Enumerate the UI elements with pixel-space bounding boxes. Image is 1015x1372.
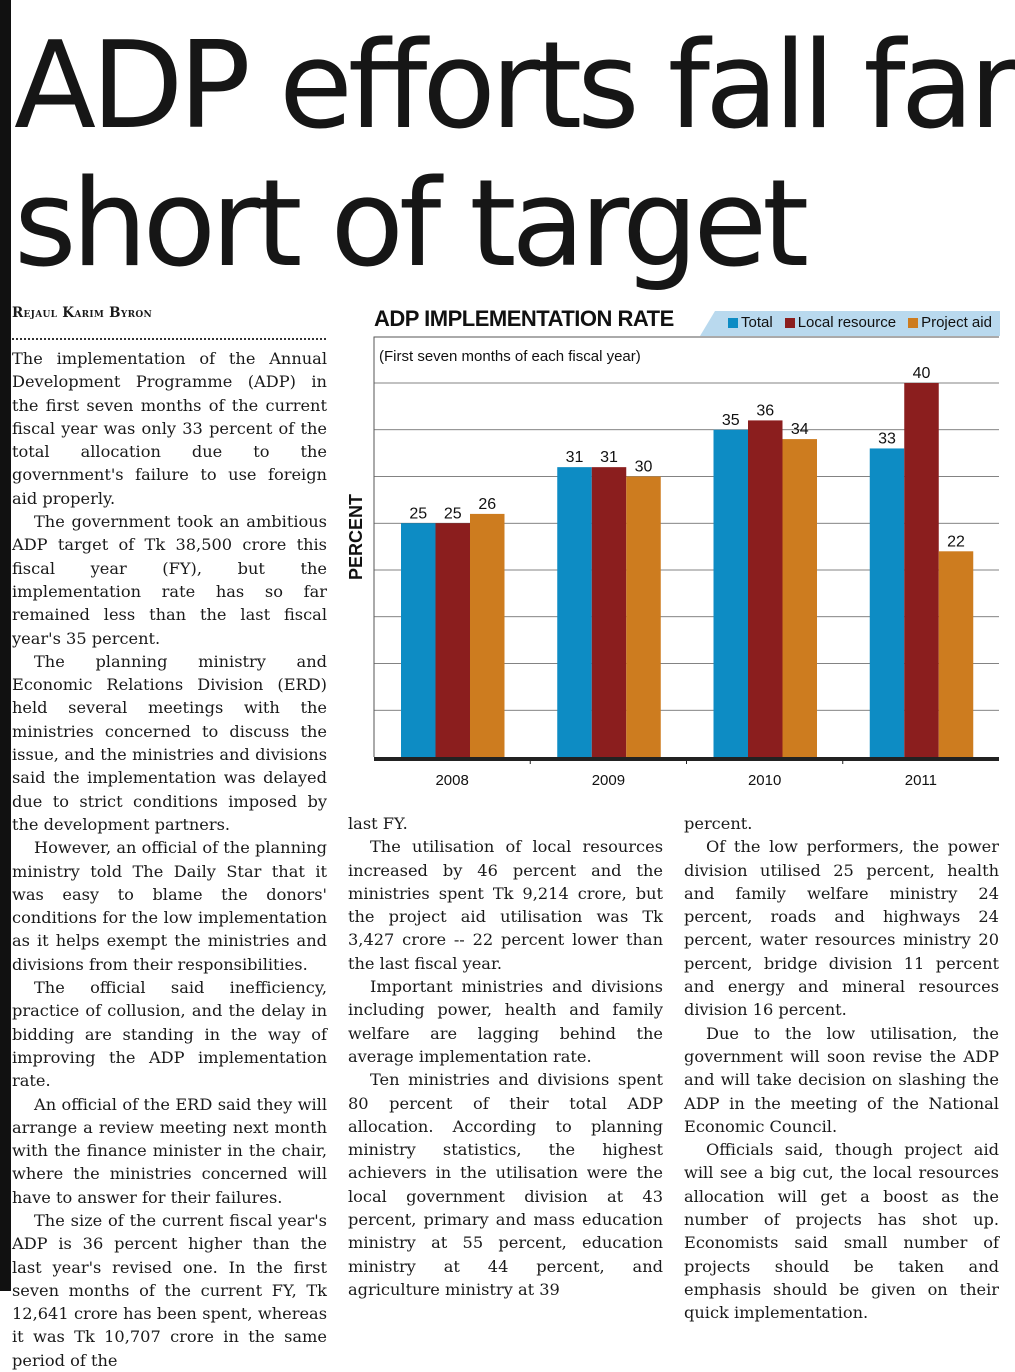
bar — [401, 523, 436, 757]
legend-label: Project aid — [921, 314, 992, 331]
bar — [783, 439, 818, 757]
bar — [626, 477, 661, 758]
data-label: 31 — [565, 449, 584, 467]
bar — [748, 420, 783, 757]
article-paragraph: last FY. — [348, 814, 408, 833]
data-label: 34 — [790, 421, 809, 439]
article-paragraph: The size of the current fiscal year's ADP is 36 percent higher than the last year's revised one. In the first seven months of the current FY, Tk 12,641 crore has been spent, whereas it was Tk 10,707 crore in the same period of the — [12, 1210, 327, 1370]
legend-label: Local resource — [797, 314, 897, 331]
data-label: 40 — [912, 365, 931, 382]
chart-subtitle: (First seven months of each fiscal year) — [379, 348, 641, 365]
article-paragraph: Important ministries and divisions including power, health and family welfare are lagging behind the average implementation rate. — [348, 977, 663, 1066]
bar — [436, 523, 471, 757]
data-label: 31 — [600, 449, 618, 467]
bar — [870, 448, 905, 757]
byline: Rejaul Karim Byron — [12, 305, 153, 321]
bar — [939, 551, 974, 757]
x-tick-label: 2008 — [435, 772, 469, 789]
headline-line-2: short of target — [14, 155, 805, 294]
x-tick-label: 2010 — [747, 772, 782, 789]
bar — [714, 430, 749, 757]
article-paragraph: The utilisation of local resources increased by 46 percent and the ministries spent Tk 9,214 crore, but the project aid utilisation was Tk 3,427 crore -- 22 percent lower than the last fiscal year. — [348, 837, 663, 973]
article-paragraph: The official said inefficiency, practice of collusion, and the delay in bidding are standing in the way of improving the ADP implementation rate. — [12, 978, 327, 1091]
data-label: 36 — [756, 402, 775, 420]
data-label: 25 — [409, 505, 428, 523]
data-label: 22 — [947, 533, 965, 551]
article-paragraph: Ten ministries and divisions spent 80 percent of their total ADP allocation. According to planning ministry statistics, the highest achievers in the utilisation were the local government division at 43 percent, primary and mass education ministry at 55 percent, education ministry at 44 percent, and agriculture ministry at 39 — [348, 1070, 663, 1299]
data-label: 30 — [634, 458, 653, 476]
chart-title: ADP IMPLEMENTATION RATE — [374, 306, 674, 331]
article-paragraph: The government took an ambitious ADP target of Tk 38,500 crore this fiscal year (FY), but the implementation rate has so far remained less than the last fiscal year's 35 percent. — [12, 512, 327, 648]
data-label: 25 — [443, 505, 462, 523]
bar — [470, 514, 505, 757]
article-paragraph: Of the low performers, the power division utilised 25 percent, health and family welfare ministry 24 percent, roads and highways 24 percent, water resources ministry 20 percent, bridge division 11 percent and energy and mineral resources division 16 percent. — [684, 837, 999, 1020]
bar — [904, 383, 939, 757]
headline-line-1: ADP efforts fall far — [14, 17, 1014, 156]
article-paragraph: Officials said, though project aid will see a big cut, the local resources allocation will get a boost as the number of projects has shot up. Economists said small number of projects should be taken and emphasis should be given on their quick implementation. — [684, 1140, 999, 1323]
data-label: 26 — [478, 495, 497, 513]
data-label: 33 — [878, 430, 896, 448]
x-tick-label: 2011 — [904, 772, 938, 789]
legend-label: Total — [741, 314, 773, 331]
article-paragraph: The implementation of the Annual Development Programme (ADP) in the first seven months of the current fiscal year was only 33 percent of the total allocation due to the government's failure to use foreign aid properly. — [12, 349, 327, 508]
data-label: 35 — [721, 411, 740, 429]
bar — [592, 467, 627, 757]
article-paragraph: Due to the low utilisation, the government will soon revise the ADP and will take decision on slashing the ADP in the meeting of the National Economic Council. — [684, 1023, 999, 1136]
article-paragraph: However, an official of the planning ministry told The Daily Star that it was easy to blame the donors' conditions for the low implementation as it helps exempt the ministries and divisions from their responsibilities. — [12, 838, 327, 974]
x-tick-label: 2009 — [591, 772, 626, 789]
bar — [557, 467, 592, 757]
y-axis-label: PERCENT — [346, 493, 366, 581]
article-paragraph: percent. — [684, 814, 753, 833]
article-paragraph: An official of the ERD said they will arrange a review meeting next month with the finance minister in the chair, where the ministries concerned will have to answer for their failures. — [12, 1094, 327, 1207]
article-paragraph: The planning ministry and Economic Relations Division (ERD) held several meetings with the ministries concerned to discuss the issue, and the ministries and divisions said the implementation was delayed due to strict conditions imposed by the development partners. — [12, 651, 327, 834]
